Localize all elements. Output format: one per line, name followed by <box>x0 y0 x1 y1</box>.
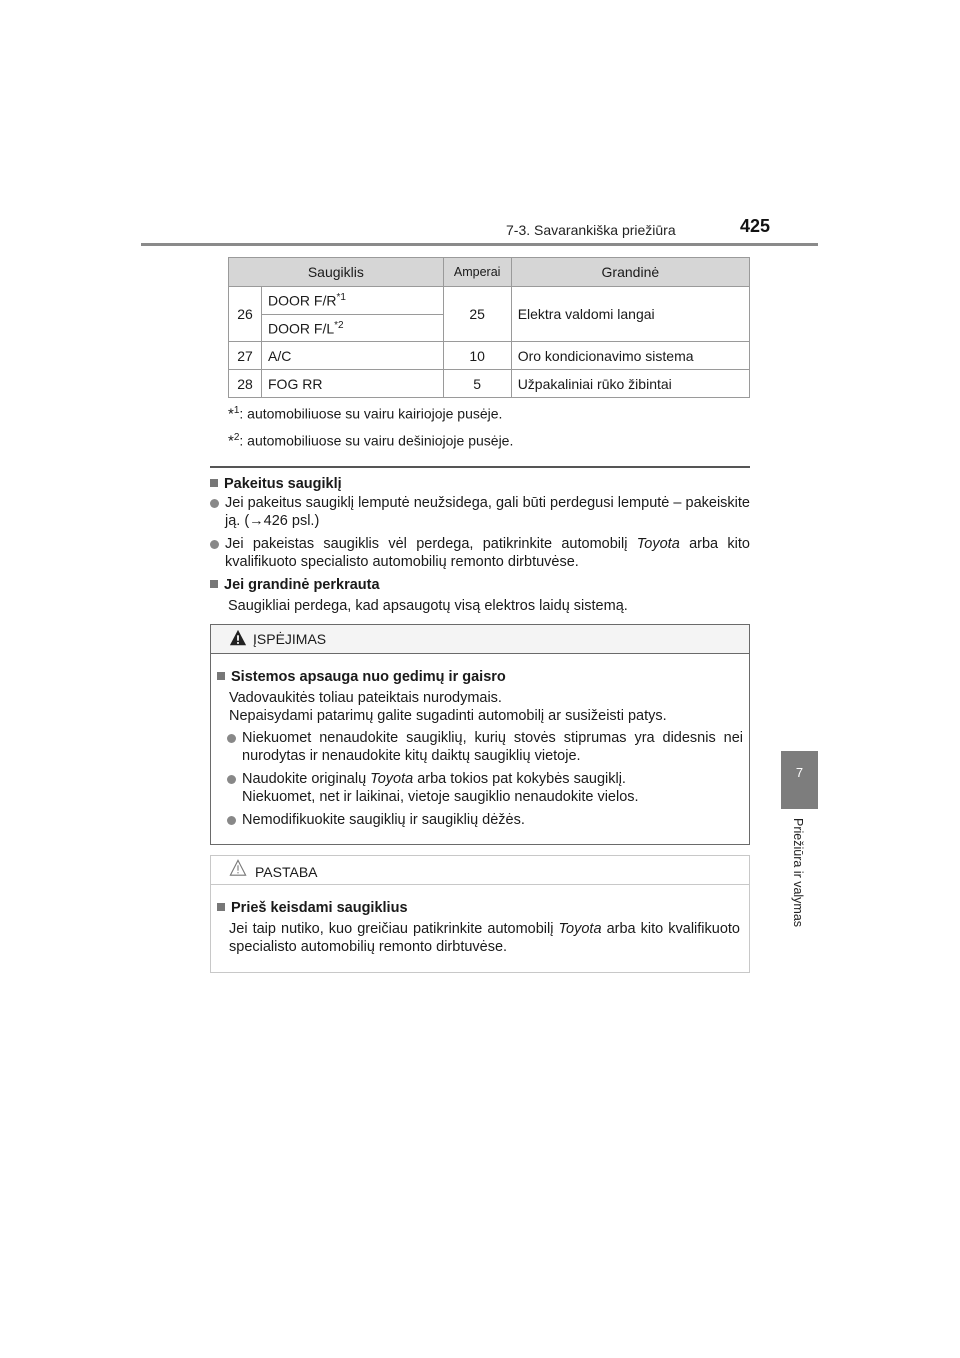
fuse-circuit: Elektra valdomi langai <box>511 287 749 342</box>
chapter-label-wrap <box>781 818 818 948</box>
notice-box <box>210 855 750 973</box>
fuse-number: 27 <box>229 342 262 370</box>
table-header-row <box>229 258 750 287</box>
list-item: Naudokite originalų Toyota arba tokios pat kokybės saugiklį. Niekuomet, net ir laikinai, vietoje saugiklio nenaudokite vielos. <box>227 770 743 806</box>
fuse-name: DOOR $F/R^{*1}$ <box>262 287 444 315</box>
col-header-fuse: Saugiklis <box>229 258 444 287</box>
chapter-label: Priežiūra ir valymas <box>791 818 805 928</box>
notice-title: PASTABA <box>255 864 318 880</box>
chapter-number: 7 <box>795 765 804 780</box>
fuse-table <box>228 257 750 398</box>
fuse-amps: 25 <box>443 287 511 342</box>
section-heading-overload: Jei grandinė perkrauta <box>210 576 750 594</box>
square-bullet-icon <box>217 903 225 911</box>
section-title: 7-3. Savarankiška priežiūra <box>506 222 676 238</box>
section-heading-replace-fuse: Pakeitus saugiklį <box>210 475 750 493</box>
table-row <box>229 342 750 370</box>
list-item: Jei pakeitus saugiklį lemputė neužsidega, gali būti perdegusi lemputė – pakeiskite ją. (→426 psl.) <box>210 494 750 530</box>
footnote-ref: *1 <box>336 292 346 304</box>
notice-text: Jei taip nutiko, kuo greičiau patikrinkite automobilį Toyota arba kito kvalifikuoto specialisto automobilių remonto dirbtuvėse. <box>229 921 740 955</box>
warning-icon <box>229 629 247 647</box>
fuse-amps: 10 <box>443 342 511 370</box>
warning-intro-1: Vadovaukitės toliau pateiktais nurodymais. <box>229 690 502 706</box>
bullet-dot-icon <box>227 816 236 825</box>
fuse-amps: 5 <box>443 370 511 398</box>
footnote-ref: *2 <box>334 319 344 331</box>
square-bullet-icon <box>210 479 218 487</box>
warning-heading: Sistemos apsauga nuo gedimų ir gaisro <box>217 668 742 686</box>
section-divider <box>210 466 750 468</box>
fuse-circuit: Užpakaliniai rūko žibintai <box>511 370 749 398</box>
header-rule <box>141 243 818 246</box>
fuse-number: 28 <box>229 370 262 398</box>
warning-intro-2: Nepaisydami patarimų galite sugadinti automobilį ar susižeisti patys. <box>229 708 667 724</box>
notice-header <box>211 856 749 885</box>
square-bullet-icon <box>217 672 225 680</box>
bullet-dot-icon <box>210 499 219 508</box>
warning-box <box>210 624 750 845</box>
table-row <box>229 370 750 398</box>
square-bullet-icon <box>210 580 218 588</box>
page-number: 425 <box>740 216 771 236</box>
col-header-amps: Amperai <box>443 258 511 287</box>
fuse-name: DOOR $F/L^{*2}$ <box>262 315 444 342</box>
caution-outline-icon <box>229 859 247 877</box>
bullet-dot-icon <box>227 775 236 784</box>
col-header-circuit: Grandinė <box>511 258 749 287</box>
fuse-circuit: Oro kondicionavimo sistema <box>511 342 749 370</box>
fuse-name: FOG RR <box>262 370 444 398</box>
list-item: Nemodifikuokite saugiklių ir saugiklių dėžės. <box>227 811 743 829</box>
bullet-dot-icon <box>227 734 236 743</box>
chapter-tab[interactable] <box>781 751 818 809</box>
overload-text: Saugikliai perdega, kad apsaugotų visą elektros laidų sistemą. <box>228 598 628 614</box>
list-item: Niekuomet nenaudokite saugiklių, kurių stovės stiprumas yra didesnis nei nurodytas ir nenaudokite kitų daiktų saugiklių vietoje. <box>227 729 743 765</box>
fuse-number: 26 <box>229 287 262 342</box>
notice-heading: Prieš keisdami saugiklius <box>217 899 742 917</box>
list-item: Jei pakeistas saugiklis vėl perdega, patikrinkite automobilį Toyota arba kito kvalifikuoto specialisto automobilių remonto dirbtuvėse. <box>210 535 750 571</box>
table-row <box>229 287 750 315</box>
footnote-2: *$^2$: automobiliuose su vairu dešiniojoje pusėje. <box>228 432 514 450</box>
footnote-1: *$^1$: automobiliuose su vairu kairiojoje pusėje. <box>228 405 503 423</box>
warning-header <box>211 625 749 654</box>
bullet-dot-icon <box>210 540 219 549</box>
fuse-name: A/C <box>262 342 444 370</box>
warning-title: ĮSPĖJIMAS <box>253 631 327 647</box>
